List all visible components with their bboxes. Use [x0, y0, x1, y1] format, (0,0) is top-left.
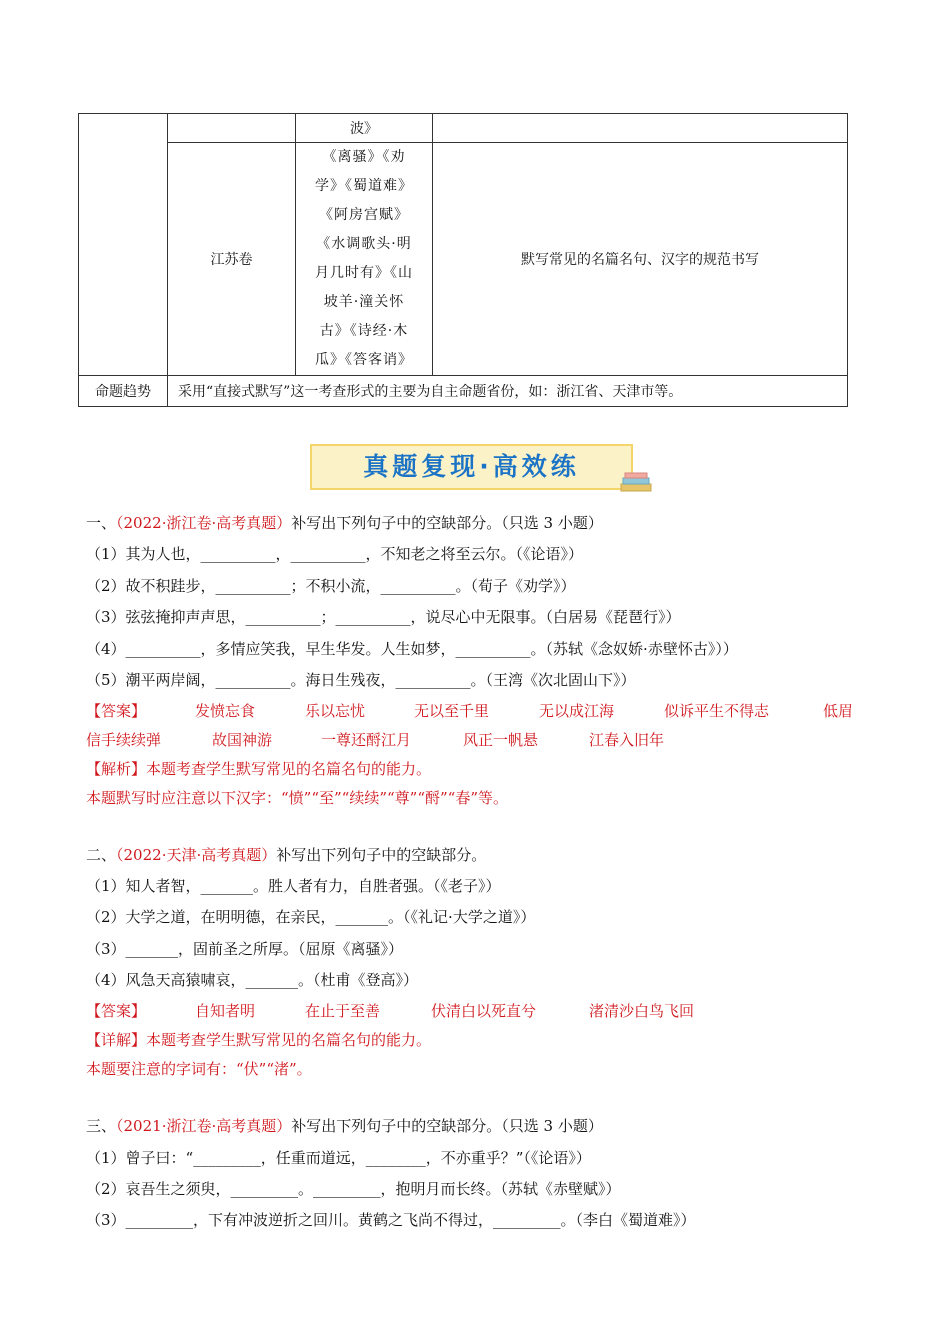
content-cell: 默写常见的名篇名句、汉字的规范书写 [433, 143, 848, 376]
section-banner [310, 444, 633, 490]
table-row [79, 143, 848, 376]
poem-line: 《水调歌头·明 [316, 236, 412, 252]
question-source: （2022·天津·高考真题） [116, 846, 277, 864]
question-2-header [86, 845, 866, 865]
answer-item: 故国神游 [212, 731, 273, 749]
table-cell [433, 114, 848, 143]
poem-line: 古》《诗经·木 [319, 323, 409, 339]
question-item: （3）_________，下有冲波逆折之回川。黄鹤之飞尚不得过，_________。（李白《蜀道难》） [86, 1211, 696, 1229]
question-item: （4）__________，多情应笑我，早生华发。人生如梦，__________。（苏轼《念奴娇·赤壁怀古》）） [86, 640, 738, 658]
table-row [79, 114, 848, 143]
poem-line: 《阿房宫赋》 [319, 207, 409, 223]
poem-line: 学》《蜀道难》 [315, 178, 413, 194]
analysis-note: 本题要注意的字词有：“伏”“渚”。 [86, 1060, 312, 1078]
question-item: （1）其为人也，__________，__________，不知老之将至云尔。（《论语》） [86, 545, 584, 563]
trend-label-cell: 命题趋势 [79, 376, 168, 407]
analysis-line [86, 1030, 431, 1050]
answer-item: 低眉 [823, 702, 854, 720]
question-item: （1）曾子曰：“_________，任重而道远，________，不亦重乎？”（《论语》） [86, 1149, 591, 1167]
answer-item: 渚清沙白鸟飞回 [589, 1002, 695, 1020]
question-item: （2）故不积跬步，__________；不积小流，__________。（荀子《劝学》） [86, 577, 576, 595]
analysis-text: 本题考查学生默写常见的名篇名句的能力。 [146, 1031, 432, 1049]
banner-title: 真题复现·高效练 [363, 452, 580, 481]
table-row [79, 376, 848, 407]
poem-line: 瓜》《答客诮》 [315, 352, 413, 368]
books-icon [619, 470, 653, 494]
question-item: （3）弦弦掩抑声声思，__________；__________，说尽心中无限事。（白居易《琵琶行》） [86, 608, 681, 626]
question-3-header [86, 1116, 866, 1136]
question-item: （1）知人者智，_______。胜人者有力，自胜者强。（《老子》） [86, 877, 501, 895]
answer-item: 乐以忘忧 [305, 702, 366, 720]
question-instruction: 补写出下列句子中的空缺部分。（只选 3 小题） [291, 1117, 603, 1135]
analysis-note: 本题默写时应注意以下汉字：“愤”“至”“续续”“尊”“酹”“春”等。 [86, 789, 509, 807]
question-instruction: 补写出下列句子中的空缺部分。 [276, 846, 487, 864]
poem-line: 月几时有》《山 [315, 265, 413, 281]
question-number: 三、 [86, 1117, 117, 1135]
answer-item: 发愤忘食 [195, 702, 256, 720]
question-source: （2022·浙江卷·高考真题） [116, 514, 292, 532]
answer-item: 伏清白以死直兮 [431, 1002, 537, 1020]
question-number: 一、 [86, 514, 117, 532]
answer-item: 无以至千里 [414, 702, 490, 720]
question-item: （5）潮平两岸阔，__________。海日生残夜，__________。（王湾《次北固山下》） [86, 671, 636, 689]
question-number: 二、 [86, 846, 117, 864]
answer-item: 自知者明 [195, 1002, 256, 1020]
region-cell: 江苏卷 [168, 143, 296, 376]
analysis-label: 【解析】 [86, 760, 147, 778]
answer-item: 在止于至善 [305, 1002, 381, 1020]
answer-label: 【答案】 [86, 1002, 147, 1020]
analysis-line [86, 759, 431, 779]
question-item: （2）大学之道，在明明德，在亲民，_______。（《礼记·大学之道》） [86, 908, 536, 926]
question-instruction: 补写出下列句子中的空缺部分。（只选 3 小题） [291, 514, 603, 532]
poem-line: 《离骚》《劝 [322, 149, 406, 165]
answer-label: 【答案】 [86, 702, 147, 720]
exam-trend-table [78, 113, 848, 407]
poem-line: 坡羊·潼关怀 [323, 294, 405, 310]
poem-cell: 波》 [296, 114, 433, 143]
question-item: （3）_______，固前圣之所厚。（屈原《离骚》） [86, 940, 404, 958]
trend-text-cell: 采用“直接式默写”这一考查形式的主要为自主命题省份，如：浙江省、天津市等。 [168, 376, 848, 407]
poem-list-cell [296, 143, 433, 376]
answer-item: 似诉平生不得志 [664, 702, 770, 720]
answer-item: 江春入旧年 [589, 731, 665, 749]
table-cell [168, 114, 296, 143]
table-cell [79, 114, 168, 376]
question-source: （2021·浙江卷·高考真题） [116, 1117, 292, 1135]
analysis-text: 本题考查学生默写常见的名篇名句的能力。 [146, 760, 432, 778]
answer-item: 无以成江海 [539, 702, 615, 720]
answer-item: 一尊还酹江月 [321, 731, 412, 749]
question-item: （2）哀吾生之须臾，_________。_________，抱明月而长终。（苏轼《赤壁赋》） [86, 1180, 621, 1198]
answer-item: 风正一帆悬 [463, 731, 539, 749]
question-1-header [86, 513, 866, 533]
question-item: （4）风急天高猿啸哀，_______。（杜甫《登高》） [86, 971, 419, 989]
analysis-label: 【详解】 [86, 1031, 147, 1049]
answer-item: 信手续续弹 [86, 731, 162, 749]
